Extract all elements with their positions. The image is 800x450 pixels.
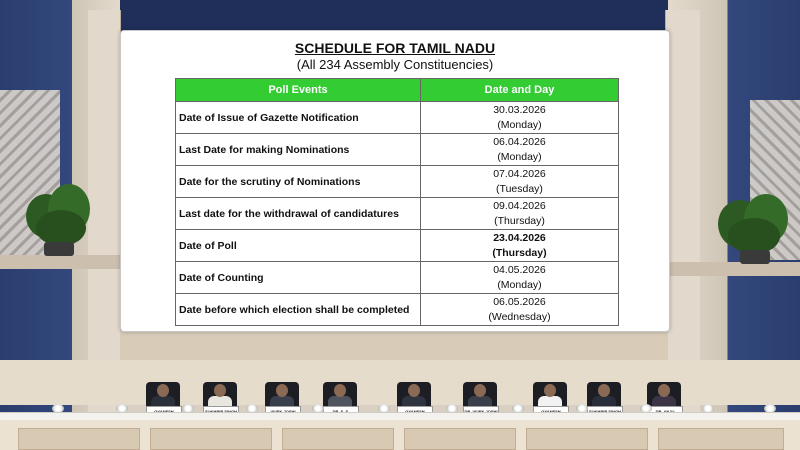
event-cell: Date of Counting — [176, 262, 421, 294]
date-value: 07.04.2026 — [493, 167, 546, 180]
slide-subtitle: (All 234 Assembly Constituencies) — [296, 57, 494, 72]
date-value: 30.03.2026 — [493, 103, 546, 116]
date-value: 23.04.2026 — [493, 231, 546, 244]
day-value: (Thursday) — [492, 246, 547, 259]
table-row — [176, 102, 619, 134]
dais-panel — [282, 428, 394, 450]
day-value: (Wednesday) — [488, 310, 551, 323]
left-plant — [18, 180, 98, 260]
table-row — [176, 294, 619, 326]
event-cell: Last date for the withdrawal of candidatures — [176, 198, 421, 230]
day-value: (Tuesday) — [496, 182, 543, 195]
event-cell: Date for the scrutiny of Nominations — [176, 166, 421, 198]
event-cell: Date of Issue of Gazette Notification — [176, 102, 421, 134]
date-value: 04.05.2026 — [493, 263, 546, 276]
dais-panel — [150, 428, 272, 450]
column-header-poll-events: Poll Events — [176, 79, 421, 102]
day-value: (Monday) — [497, 118, 542, 131]
panelist-head — [214, 384, 226, 397]
date-cell — [421, 294, 619, 326]
event-cell: Date of Poll — [176, 230, 421, 262]
event-cell: Date before which election shall be completed — [176, 294, 421, 326]
table-row-poll-date — [176, 230, 619, 262]
table-row — [176, 198, 619, 230]
date-value: 06.05.2026 — [493, 295, 546, 308]
panelist-head — [474, 384, 486, 397]
right-pillar — [665, 10, 700, 420]
day-value: (Monday) — [497, 278, 542, 291]
date-cell — [421, 134, 619, 166]
date-value: 09.04.2026 — [493, 199, 546, 212]
table-row — [176, 166, 619, 198]
panelist-head — [276, 384, 288, 397]
date-cell — [421, 230, 619, 262]
date-value: 06.04.2026 — [493, 135, 546, 148]
panelist-head — [658, 384, 670, 397]
dais-panel — [526, 428, 648, 450]
dais-panel — [404, 428, 516, 450]
panelist-head — [544, 384, 556, 397]
slide-title: SCHEDULE FOR TAMIL NADU — [294, 40, 496, 56]
date-cell — [421, 262, 619, 294]
presentation-slide — [120, 30, 670, 332]
day-value: (Thursday) — [494, 214, 545, 227]
event-cell: Last Date for making Nominations — [176, 134, 421, 166]
column-header-date-and-day: Date and Day — [421, 79, 619, 102]
date-cell — [421, 166, 619, 198]
table-header-row — [176, 79, 619, 102]
table-row — [176, 134, 619, 166]
schedule-table — [175, 78, 619, 326]
panelist-head — [157, 384, 169, 397]
table-row — [176, 262, 619, 294]
right-plant — [712, 190, 796, 270]
date-cell — [421, 198, 619, 230]
date-cell — [421, 102, 619, 134]
panelist-head — [334, 384, 346, 397]
panelist-head — [408, 384, 420, 397]
dais-panel — [18, 428, 140, 450]
panelist-head — [598, 384, 610, 397]
dais-panel — [658, 428, 784, 450]
day-value: (Monday) — [497, 150, 542, 163]
